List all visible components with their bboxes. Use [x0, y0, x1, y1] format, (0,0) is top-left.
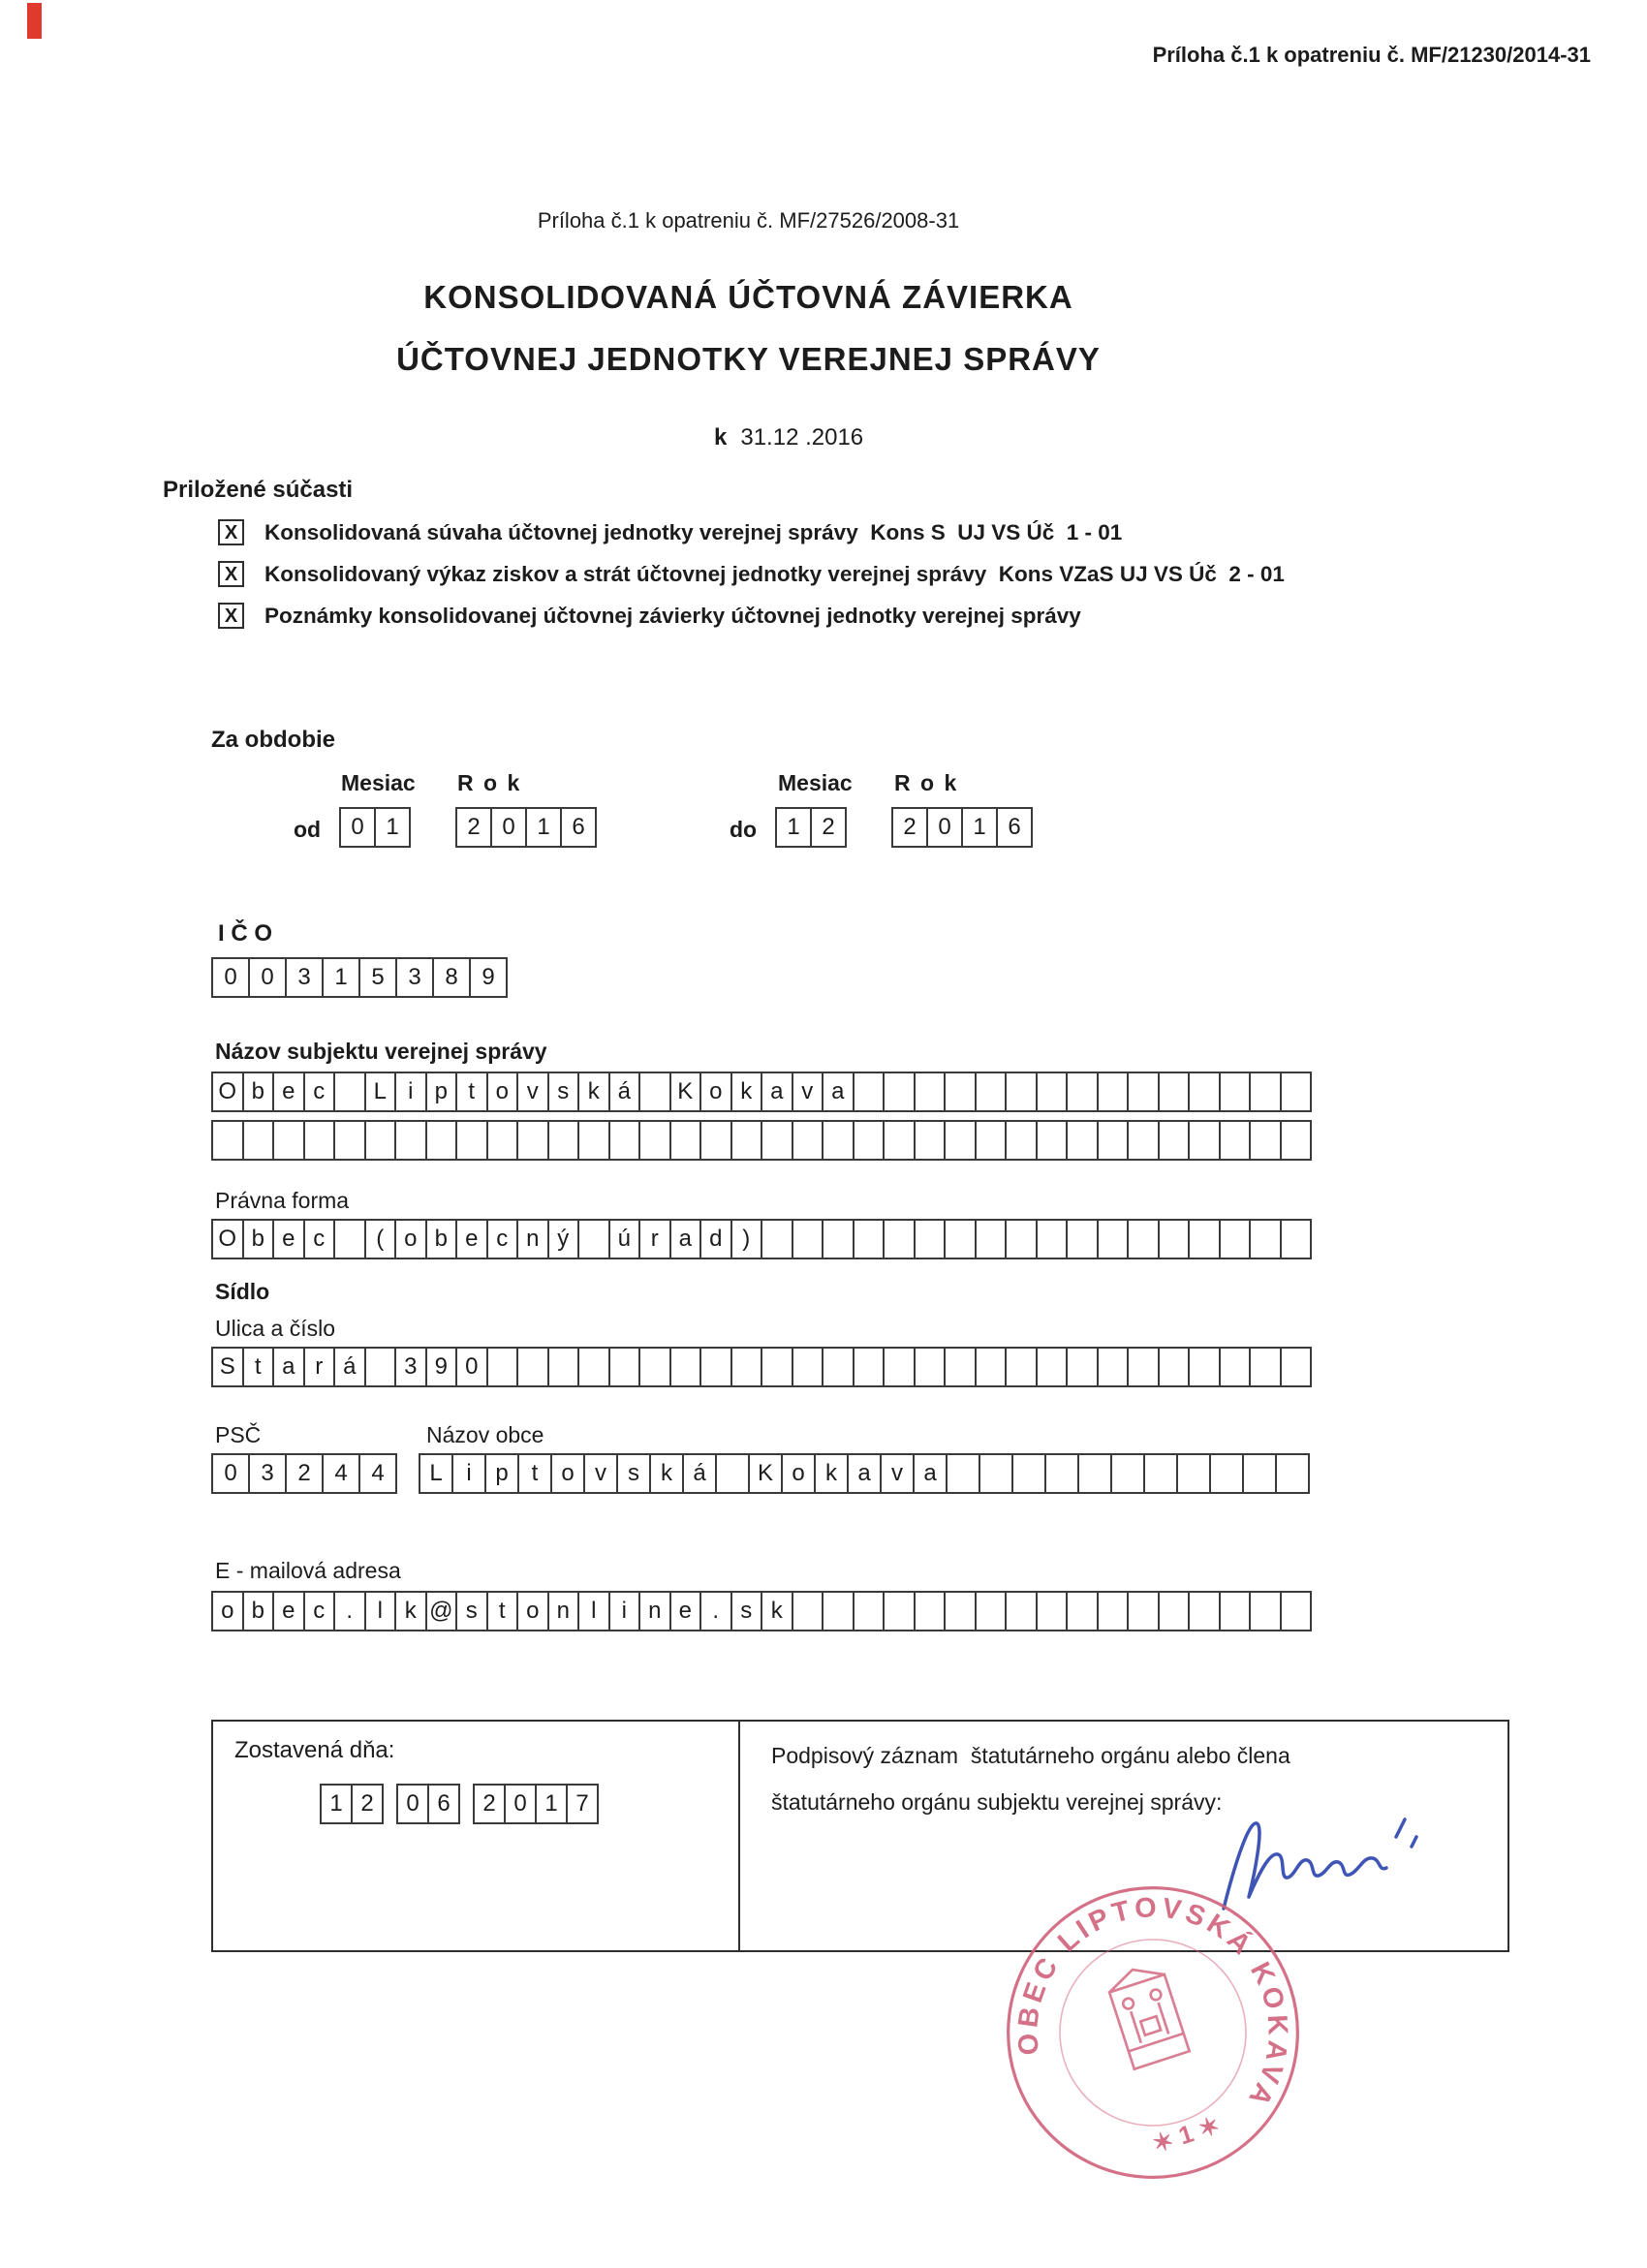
char-cell: L	[419, 1453, 453, 1494]
compiled-month-grid	[396, 1784, 460, 1824]
char-cell	[1127, 1591, 1160, 1631]
char-cell: r	[638, 1219, 671, 1259]
char-cell: 2	[285, 1453, 324, 1494]
char-cell: t	[242, 1347, 275, 1387]
as-of-date: 31.12 .2016	[740, 424, 864, 450]
char-cell	[822, 1120, 855, 1161]
char-cell	[883, 1072, 916, 1112]
checked-checkbox-icon: X	[218, 519, 244, 545]
subject-name-label: Názov subjektu verejnej správy	[215, 1039, 547, 1064]
char-cell: p	[425, 1072, 458, 1112]
period-from-year-label: R o k	[457, 770, 522, 795]
char-cell: 1	[535, 1784, 568, 1824]
char-cell	[516, 1120, 549, 1161]
char-cell	[792, 1120, 824, 1161]
char-cell	[1066, 1591, 1099, 1631]
char-cell	[1219, 1219, 1252, 1259]
char-cell	[1249, 1072, 1282, 1112]
stamp-bottom-number: ✶ 1 ✶	[1149, 2111, 1224, 2159]
char-cell: 0	[211, 1453, 250, 1494]
char-cell	[364, 1347, 397, 1387]
char-cell: o	[550, 1453, 585, 1494]
stamp-ring-text: OBEC LIPTOVSKÁ KOKAVA	[1011, 1892, 1293, 2115]
char-cell: 0	[504, 1784, 537, 1824]
char-cell: v	[516, 1072, 549, 1112]
char-cell: 5	[358, 957, 397, 998]
char-cell	[944, 1120, 977, 1161]
char-cell: ý	[547, 1219, 580, 1259]
compiled-year-grid	[473, 1784, 599, 1824]
char-cell	[715, 1453, 750, 1494]
char-cell	[883, 1591, 916, 1631]
char-cell	[1127, 1072, 1160, 1112]
char-cell	[486, 1347, 519, 1387]
email-label: E - mailová adresa	[215, 1558, 401, 1583]
char-cell: k	[761, 1591, 793, 1631]
attachment-item-3-label: Poznámky konsolidovanej účtovnej závierky účtovnej jednotky verejnej správy	[264, 603, 1081, 628]
char-cell	[1249, 1219, 1282, 1259]
char-cell: s	[455, 1591, 488, 1631]
char-cell	[394, 1120, 427, 1161]
char-cell: 4	[322, 1453, 360, 1494]
char-cell: )	[730, 1219, 763, 1259]
period-to-month-grid	[775, 807, 847, 848]
period-from-label: od	[294, 817, 322, 842]
char-cell	[944, 1072, 977, 1112]
char-cell	[547, 1347, 580, 1387]
char-cell: 1	[374, 807, 411, 848]
char-cell	[975, 1347, 1008, 1387]
char-cell	[638, 1120, 671, 1161]
char-cell: n	[638, 1591, 671, 1631]
char-cell	[853, 1347, 886, 1387]
ico-label: I Č O	[218, 920, 273, 947]
char-cell	[883, 1347, 916, 1387]
char-cell	[1005, 1347, 1038, 1387]
char-cell	[1110, 1453, 1145, 1494]
char-cell	[975, 1120, 1008, 1161]
period-to-month-label: Mesiac	[778, 770, 853, 795]
char-cell: 2	[351, 1784, 384, 1824]
char-cell	[608, 1120, 641, 1161]
char-cell	[1158, 1347, 1191, 1387]
stamp-emblem	[1104, 1961, 1189, 2069]
char-cell	[333, 1072, 366, 1112]
char-cell	[1275, 1453, 1310, 1494]
char-cell	[946, 1453, 980, 1494]
char-cell: i	[451, 1453, 486, 1494]
char-cell	[608, 1347, 641, 1387]
char-cell: v	[880, 1453, 915, 1494]
char-cell: 0	[339, 807, 376, 848]
char-cell	[914, 1120, 947, 1161]
checked-checkbox-icon: X	[218, 561, 244, 587]
subject-name-grid-row1	[211, 1072, 1312, 1112]
char-cell	[1249, 1120, 1282, 1161]
char-cell: 3	[395, 957, 434, 998]
char-cell: k	[394, 1591, 427, 1631]
char-cell: t	[517, 1453, 552, 1494]
char-cell	[944, 1347, 977, 1387]
char-cell: 0	[490, 807, 527, 848]
char-cell: 1	[961, 807, 998, 848]
char-cell: k	[730, 1072, 763, 1112]
psc-grid	[211, 1453, 397, 1494]
char-cell	[333, 1219, 366, 1259]
char-cell	[792, 1219, 824, 1259]
checked-checkbox-icon: X	[218, 603, 244, 629]
char-cell: c	[486, 1219, 519, 1259]
char-cell: O	[211, 1219, 244, 1259]
char-cell	[883, 1219, 916, 1259]
char-cell	[1176, 1453, 1211, 1494]
char-cell	[1005, 1120, 1038, 1161]
char-cell	[1280, 1591, 1313, 1631]
psc-label: PSČ	[215, 1422, 262, 1447]
char-cell: o	[486, 1072, 519, 1112]
char-cell	[944, 1219, 977, 1259]
char-cell: 6	[427, 1784, 460, 1824]
char-cell	[1097, 1591, 1130, 1631]
char-cell	[853, 1219, 886, 1259]
char-cell: l	[577, 1591, 610, 1631]
char-cell: .	[699, 1591, 732, 1631]
char-cell	[577, 1120, 610, 1161]
char-cell: 7	[566, 1784, 599, 1824]
char-cell	[1219, 1072, 1252, 1112]
char-cell	[730, 1120, 763, 1161]
attachments-heading: Priložené súčasti	[163, 477, 354, 503]
compiled-day-grid	[320, 1784, 384, 1824]
char-cell: c	[303, 1072, 336, 1112]
char-cell	[1097, 1120, 1130, 1161]
char-cell: á	[608, 1072, 641, 1112]
char-cell	[1188, 1591, 1221, 1631]
char-cell: k	[814, 1453, 849, 1494]
char-cell	[638, 1072, 671, 1112]
subject-name-grid-row2	[211, 1120, 1312, 1161]
char-cell	[1127, 1219, 1160, 1259]
char-cell: 8	[432, 957, 471, 998]
char-cell: a	[847, 1453, 882, 1494]
as-of-prefix: k	[714, 424, 728, 450]
signature-caption-line2: štatutárneho orgánu subjektu verejnej správy:	[771, 1789, 1223, 1815]
char-cell	[914, 1347, 947, 1387]
char-cell	[1097, 1072, 1130, 1112]
char-cell: 1	[525, 807, 562, 848]
char-cell	[975, 1219, 1008, 1259]
char-cell	[1097, 1347, 1130, 1387]
char-cell	[1280, 1347, 1313, 1387]
char-cell	[1188, 1120, 1221, 1161]
char-cell	[761, 1347, 793, 1387]
as-of-date-line	[714, 424, 863, 451]
char-cell	[914, 1072, 947, 1112]
char-cell: 1	[320, 1784, 353, 1824]
legal-form-grid	[211, 1219, 1312, 1259]
char-cell: 6	[996, 807, 1033, 848]
char-cell	[1077, 1453, 1112, 1494]
char-cell: k	[577, 1072, 610, 1112]
char-cell	[975, 1591, 1008, 1631]
char-cell	[1158, 1591, 1191, 1631]
char-cell: a	[669, 1219, 702, 1259]
compiled-date-label: Zostavená dňa:	[234, 1737, 395, 1763]
char-cell	[1011, 1453, 1046, 1494]
attachment-item-3	[218, 603, 1081, 629]
char-cell: 3	[285, 957, 324, 998]
street-label: Ulica a číslo	[215, 1316, 335, 1341]
period-heading: Za obdobie	[211, 727, 335, 753]
char-cell: n	[516, 1219, 549, 1259]
char-cell: k	[649, 1453, 684, 1494]
char-cell	[1066, 1072, 1099, 1112]
town-label: Názov obce	[426, 1422, 544, 1447]
char-cell	[1066, 1219, 1099, 1259]
char-cell	[1158, 1120, 1191, 1161]
char-cell	[669, 1347, 702, 1387]
char-cell	[761, 1120, 793, 1161]
signature-caption-line1: Podpisový záznam štatutárneho orgánu alebo člena	[771, 1743, 1290, 1768]
char-cell	[1209, 1453, 1244, 1494]
char-cell	[364, 1120, 397, 1161]
char-cell: 2	[455, 807, 492, 848]
char-cell	[883, 1120, 916, 1161]
char-cell	[425, 1120, 458, 1161]
char-cell	[516, 1347, 549, 1387]
char-cell: e	[272, 1591, 305, 1631]
char-cell	[730, 1347, 763, 1387]
char-cell	[1242, 1453, 1277, 1494]
char-cell	[792, 1347, 824, 1387]
char-cell	[853, 1120, 886, 1161]
char-cell	[638, 1347, 671, 1387]
char-cell	[1044, 1453, 1079, 1494]
char-cell: r	[303, 1347, 336, 1387]
char-cell: a	[913, 1453, 948, 1494]
period-to-year-label: R o k	[894, 770, 959, 795]
char-cell	[1188, 1219, 1221, 1259]
char-cell: d	[699, 1219, 732, 1259]
char-cell	[1005, 1591, 1038, 1631]
char-cell: i	[394, 1072, 427, 1112]
form-title-line2: ÚČTOVNEJ JEDNOTKY VEREJNEJ SPRÁVY	[396, 341, 1101, 377]
char-cell	[1280, 1072, 1313, 1112]
attachment-item-1	[218, 519, 1122, 545]
char-cell: v	[792, 1072, 824, 1112]
char-cell	[1249, 1347, 1282, 1387]
char-cell	[914, 1219, 947, 1259]
char-cell: 1	[322, 957, 360, 998]
char-cell: á	[333, 1347, 366, 1387]
char-cell: b	[242, 1072, 275, 1112]
char-cell: b	[242, 1219, 275, 1259]
char-cell	[272, 1120, 305, 1161]
char-cell	[333, 1120, 366, 1161]
char-cell: b	[425, 1219, 458, 1259]
compiled-date-grids	[320, 1784, 599, 1824]
char-cell: n	[547, 1591, 580, 1631]
char-cell	[1036, 1347, 1069, 1387]
seat-heading: Sídlo	[215, 1279, 270, 1304]
attachment-item-2-label: Konsolidovaný výkaz ziskov a strát účtovnej jednotky verejnej správy Kons VZaS UJ VS Úč 2 - 01	[264, 561, 1285, 586]
char-cell	[211, 1120, 244, 1161]
char-cell: c	[303, 1219, 336, 1259]
period-to-label: do	[730, 817, 758, 842]
char-cell: L	[364, 1072, 397, 1112]
period-from-month-label: Mesiac	[341, 770, 416, 795]
char-cell: e	[669, 1591, 702, 1631]
char-cell	[455, 1120, 488, 1161]
char-cell: 0	[455, 1347, 488, 1387]
char-cell: 9	[425, 1347, 458, 1387]
char-cell	[699, 1347, 732, 1387]
char-cell: o	[394, 1219, 427, 1259]
char-cell	[1036, 1072, 1069, 1112]
char-cell: e	[272, 1219, 305, 1259]
char-cell: l	[364, 1591, 397, 1631]
char-cell: 2	[810, 807, 847, 848]
char-cell	[1036, 1591, 1069, 1631]
char-cell: O	[211, 1072, 244, 1112]
char-cell	[1036, 1120, 1069, 1161]
period-from-year-grid	[455, 807, 597, 848]
char-cell: 0	[926, 807, 963, 848]
char-cell: 9	[469, 957, 508, 998]
char-cell	[1219, 1120, 1252, 1161]
attachment-item-1-label: Konsolidovaná súvaha účtovnej jednotky verejnej správy Kons S UJ VS Úč 1 - 01	[264, 519, 1123, 544]
char-cell: 6	[560, 807, 597, 848]
form-title-line1: KONSOLIDOVANÁ ÚČTOVNÁ ZÁVIERKA	[423, 279, 1073, 315]
town-grid	[419, 1453, 1310, 1494]
char-cell	[1249, 1591, 1282, 1631]
char-cell	[822, 1347, 855, 1387]
char-cell	[1158, 1219, 1191, 1259]
char-cell: 0	[248, 957, 287, 998]
center-annex-note: Príloha č.1 k opatreniu č. MF/27526/2008-31	[537, 208, 960, 233]
char-cell	[792, 1591, 824, 1631]
char-cell: 3	[394, 1347, 427, 1387]
char-cell: a	[761, 1072, 793, 1112]
char-cell: o	[699, 1072, 732, 1112]
char-cell: v	[583, 1453, 618, 1494]
char-cell	[1188, 1347, 1221, 1387]
char-cell	[1127, 1120, 1160, 1161]
email-grid	[211, 1591, 1312, 1631]
char-cell: c	[303, 1591, 336, 1631]
char-cell: 2	[473, 1784, 506, 1824]
char-cell	[1097, 1219, 1130, 1259]
char-cell: á	[682, 1453, 717, 1494]
ico-grid	[211, 957, 508, 998]
char-cell	[822, 1591, 855, 1631]
char-cell	[1066, 1347, 1099, 1387]
char-cell: p	[484, 1453, 519, 1494]
char-cell: o	[211, 1591, 244, 1631]
char-cell: S	[211, 1347, 244, 1387]
char-cell	[242, 1120, 275, 1161]
char-cell: o	[781, 1453, 816, 1494]
char-cell	[944, 1591, 977, 1631]
char-cell	[853, 1591, 886, 1631]
char-cell	[853, 1072, 886, 1112]
char-cell: .	[333, 1591, 366, 1631]
char-cell: b	[242, 1591, 275, 1631]
street-grid	[211, 1347, 1312, 1387]
char-cell: 4	[358, 1453, 397, 1494]
char-cell	[1280, 1219, 1313, 1259]
char-cell: ú	[608, 1219, 641, 1259]
legal-form-label: Právna forma	[215, 1188, 350, 1213]
char-cell: e	[272, 1072, 305, 1112]
char-cell	[914, 1591, 947, 1631]
char-cell	[1280, 1120, 1313, 1161]
char-cell	[1005, 1219, 1038, 1259]
char-cell: (	[364, 1219, 397, 1259]
char-cell: t	[486, 1591, 519, 1631]
char-cell	[1036, 1219, 1069, 1259]
char-cell	[486, 1120, 519, 1161]
char-cell: K	[669, 1072, 702, 1112]
char-cell	[761, 1219, 793, 1259]
char-cell	[822, 1219, 855, 1259]
char-cell	[669, 1120, 702, 1161]
char-cell	[1219, 1347, 1252, 1387]
char-cell	[699, 1120, 732, 1161]
char-cell	[975, 1072, 1008, 1112]
char-cell: a	[822, 1072, 855, 1112]
char-cell: s	[616, 1453, 651, 1494]
period-to-year-grid	[891, 807, 1033, 848]
char-cell	[1158, 1072, 1191, 1112]
char-cell: s	[730, 1591, 763, 1631]
char-cell: 0	[396, 1784, 429, 1824]
char-cell: i	[608, 1591, 641, 1631]
char-cell: @	[425, 1591, 458, 1631]
char-cell: t	[455, 1072, 488, 1112]
top-right-annex-note: Príloha č.1 k opatreniu č. MF/21230/2014-31	[1152, 43, 1591, 67]
char-cell	[1127, 1347, 1160, 1387]
char-cell	[1066, 1120, 1099, 1161]
char-cell: 3	[248, 1453, 287, 1494]
char-cell: a	[272, 1347, 305, 1387]
char-cell: 1	[775, 807, 812, 848]
char-cell	[577, 1347, 610, 1387]
char-cell	[303, 1120, 336, 1161]
char-cell	[577, 1219, 610, 1259]
char-cell	[547, 1120, 580, 1161]
compiled-date-box	[211, 1720, 740, 1952]
char-cell: 2	[891, 807, 928, 848]
char-cell	[979, 1453, 1013, 1494]
char-cell	[1188, 1072, 1221, 1112]
char-cell	[1219, 1591, 1252, 1631]
attachment-item-2	[218, 561, 1285, 587]
char-cell: 0	[211, 957, 250, 998]
char-cell	[1005, 1072, 1038, 1112]
char-cell: o	[516, 1591, 549, 1631]
char-cell: K	[748, 1453, 783, 1494]
period-from-month-grid	[339, 807, 411, 848]
char-cell: e	[455, 1219, 488, 1259]
char-cell: s	[547, 1072, 580, 1112]
char-cell	[1143, 1453, 1178, 1494]
